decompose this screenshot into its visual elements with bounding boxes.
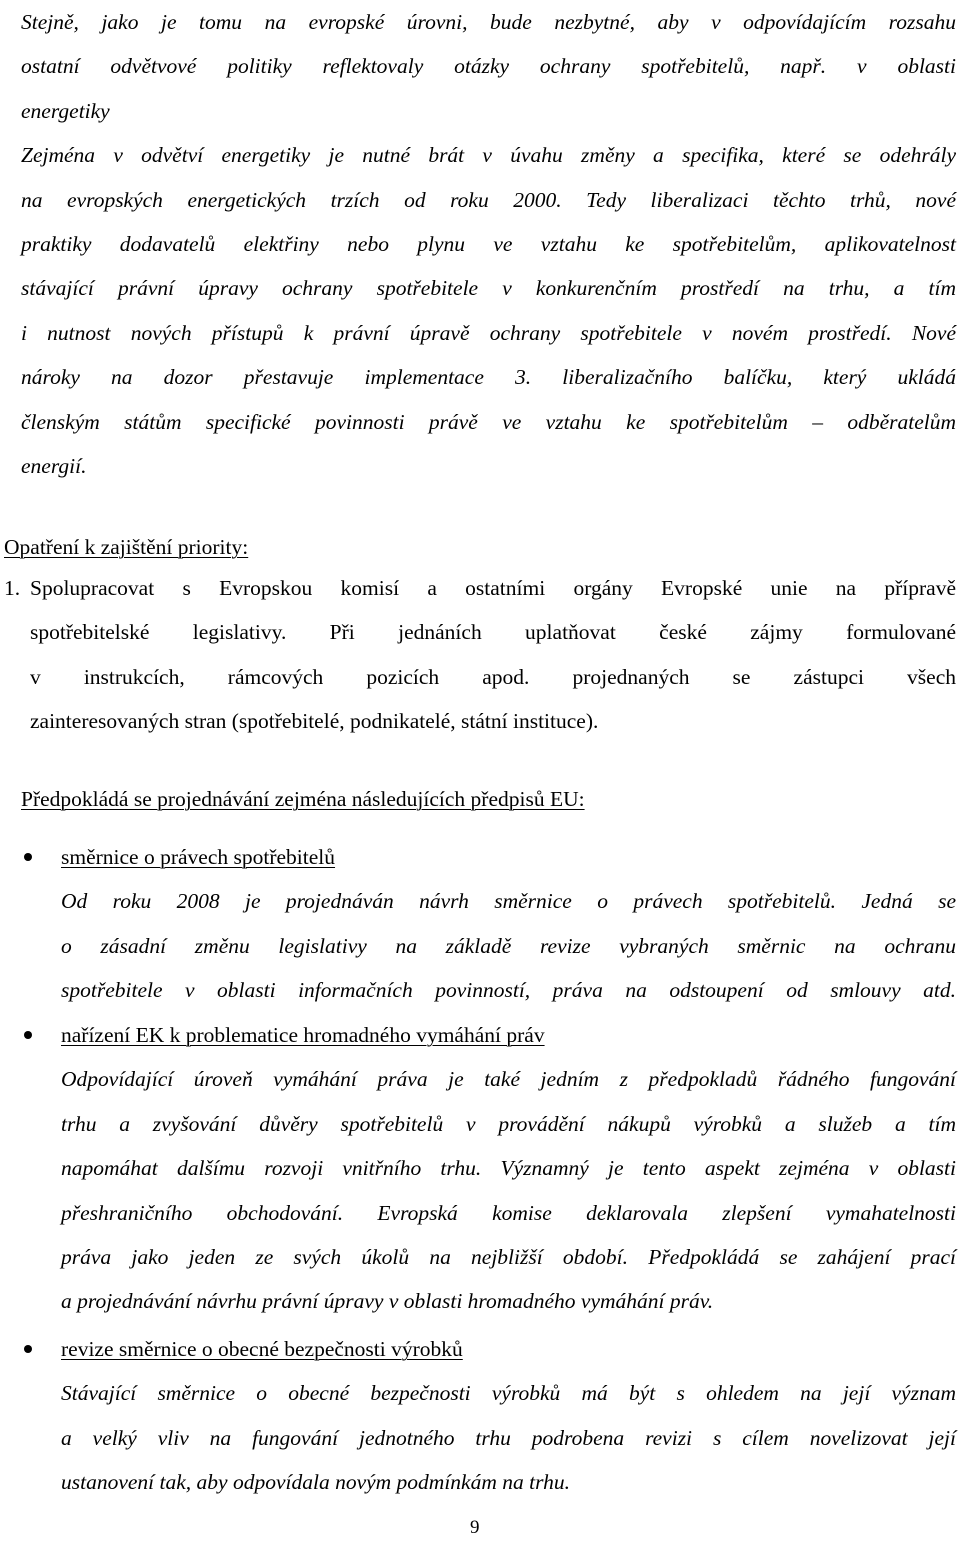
intro-line: energií. (21, 453, 87, 478)
item-line: o zásadní změnu legislativy na základě revize vybraných směrnic na ochranu (61, 933, 956, 958)
section-heading: Opatření k zajištění priority: (4, 535, 249, 559)
intro-line: ostatní odvětvové politiky reflektovaly otázky ochrany spotřebitelů, např. v oblasti (21, 54, 956, 79)
intro-line: nároky na dozor přestavuje implementace 3. liberalizačního balíčku, který ukládá (21, 365, 956, 390)
lead-sentence: Předpokládá se projednávání zejména následujících předpisů EU: (21, 787, 585, 811)
item-line: Odpovídající úroveň vymáhání práva je také jedním z předpokladů řádného fungování (61, 1067, 956, 1092)
measure-line: Spolupracovat s Evropskou komisí a ostatními orgány Evropské unie na přípravě (30, 576, 956, 600)
item-line: ustanovení tak, aby odpovídala novým podmínkám na trhu. (61, 1470, 570, 1495)
item-line: práva jako jeden ze svých úkolů na nejbližší období. Předpokládá se zahájení prací (61, 1244, 956, 1269)
item-line: a velký vliv na fungování jednotného trhu podrobena revizi s cílem novelizovat její (61, 1425, 956, 1450)
intro-line: praktiky dodavatelů elektřiny nebo plynu ve vztahu ke spotřebitelům, aplikovatelnost (21, 231, 956, 256)
item-line: spotřebitele v oblasti informačních povinností, práva na odstoupení od smlouvy atd. (61, 978, 956, 1003)
intro-line: i nutnost nových přístupů k právní úpravě ochrany spotřebitele v novém prostředí. Nové (21, 320, 956, 345)
measure-item (4, 566, 956, 744)
intro-line: na evropských energetických trzích od roku 2000. Tedy liberalizaci těchto trhů, nové (21, 187, 956, 212)
item-line: Stávající směrnice o obecné bezpečnosti výrobků má být s ohledem na její význam (61, 1381, 956, 1406)
page-number: 9 (470, 1517, 480, 1538)
measure-line: spotřebitelské legislativy. Při jednáních uplatňovat české zájmy formulované (30, 620, 956, 645)
measure-line: v instrukcích, rámcových pozicích apod. projednaných se zástupci všech (30, 664, 956, 689)
intro-line: Stejně, jako je tomu na evropské úrovni, bude nezbytné, aby v odpovídajícím rozsahu (21, 10, 956, 34)
item-line: napomáhat dalšímu rozvoji vnitřního trhu. Významný je tento aspekt zejména v oblasti (61, 1156, 956, 1181)
item-line: a projednávání návrhu právní úpravy v oblasti hromadného vymáhání práv. (61, 1289, 714, 1314)
intro-paragraph (21, 0, 956, 488)
intro-line: stávající právní úpravy ochrany spotřebitele v konkurenčním prostředí na trhu, a tím (21, 276, 956, 301)
measure-number: 1. (4, 576, 21, 600)
bullet-icon (24, 1345, 32, 1353)
bullet-icon (24, 1031, 32, 1039)
intro-line: energetiky (21, 98, 110, 123)
item-title: směrnice o právech spotřebitelů (61, 845, 336, 869)
bullet-icon (24, 853, 32, 861)
item-title: nařízení EK k problematice hromadného vymáhání práv (61, 1023, 545, 1047)
intro-line: Zejména v odvětví energetiky je nutné brát v úvahu změny a specifika, které se odehrály (21, 143, 956, 168)
item-title: revize směrnice o obecné bezpečnosti výrobků (61, 1337, 463, 1361)
measure-line: zainteresovaných stran (spotřebitelé, podnikatelé, státní instituce). (30, 709, 599, 734)
item-line: přeshraničního obchodování. Evropská komise deklarovala zlepšení vymahatelnosti (61, 1200, 956, 1225)
intro-line: členským státům specifické povinnosti právě ve vztahu ke spotřebitelům – odběratelům (21, 409, 956, 434)
item-line: Od roku 2008 je projednáván návrh směrnice o právech spotřebitelů. Jedná se (61, 889, 956, 914)
item-line: trhu a zvyšování důvěry spotřebitelů v provádění nákupů výrobků a služeb a tím (61, 1111, 956, 1136)
